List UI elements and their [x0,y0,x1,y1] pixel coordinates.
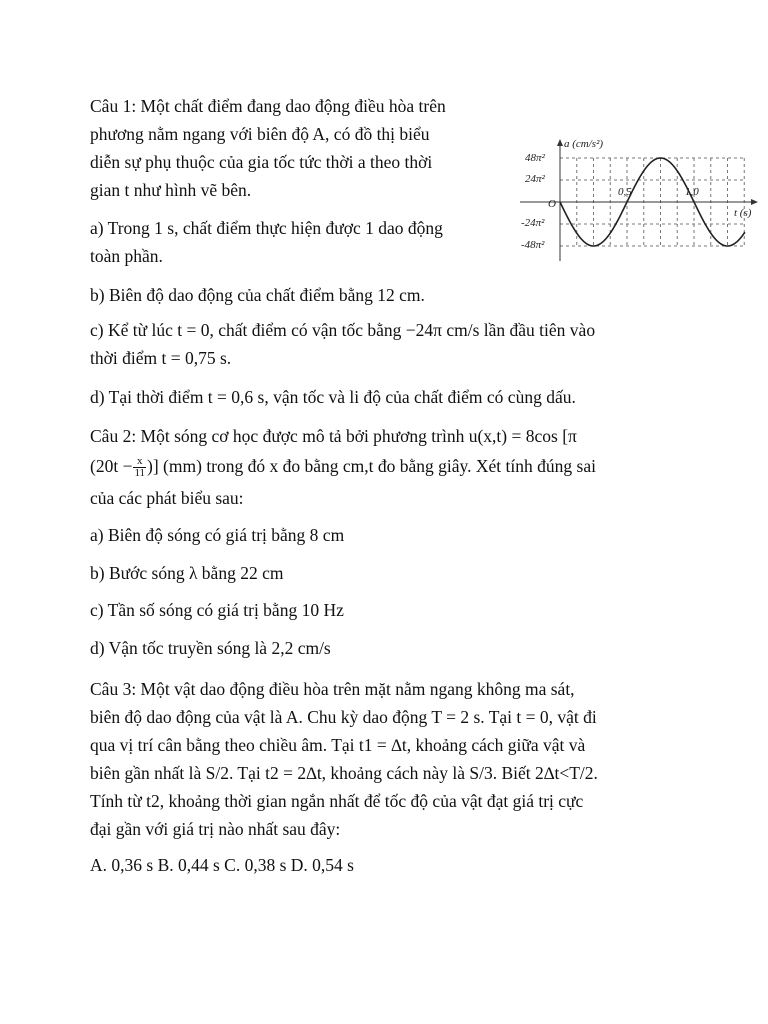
q3-line-4: biên gần nhất là S/2. Tại t2 = 2∆t, khoảng cách này là S/3. Biết 2∆t<T/2. [90,763,598,783]
acceleration-time-graph [514,135,764,263]
fraction-x-over-11 [133,456,146,479]
y-tick-48: 48π² [525,152,545,164]
q1-intro-line-4: gian t như hình vẽ bên. [90,180,252,200]
q1-statement-d: d) Tại thời điểm t = 0,6 s, vận tốc và li độ của chất điểm có cùng dấu. [90,387,576,407]
q1-statement-c-line-1: c) Kể từ lúc t = 0, chất điểm có vận tốc bằng −24π cm/s lần đầu tiên vào [90,320,596,340]
y-tick-neg24: -24π² [521,217,545,229]
y-tick-24: 24π² [525,173,545,185]
x-tick-1-0: 1,0 [685,186,699,198]
q3-line-3: qua vị trí cân bằng theo chiều âm. Tại t1 = ∆t, khoảng cách giữa vật và [90,735,586,755]
q1-statement-a-line-2: toàn phần. [90,246,163,266]
q2-line-3: của các phát biểu sau: [90,488,244,508]
y-tick-neg48: -48π² [521,239,545,251]
q3-line-5: Tính từ t2, khoảng thời gian ngắn nhất để tốc độ của vật đạt giá trị cực [90,791,584,811]
q2-line-2 [90,452,596,480]
q3-answer-options: A. 0,36 s B. 0,44 s C. 0,38 s D. 0,54 s [90,855,354,875]
fraction-numerator: x [133,456,146,468]
q1-intro-line-1: Câu 1: Một chất điểm đang dao động điều hòa trên [90,96,446,116]
q1-intro-line-3: diễn sự phụ thuộc của gia tốc tức thời a theo thời [90,152,433,172]
x-tick-0-5: 0,5 [618,186,632,198]
q2-statement-a: a) Biên độ sóng có giá trị bằng 8 cm [90,525,345,545]
x-axis-label: t (s) [734,207,752,219]
q2-statement-d: d) Vận tốc truyền sóng là 2,2 cm/s [90,638,331,658]
q2-line-2-pre: (20t − [90,456,133,476]
x-axis-arrow [751,199,758,205]
q2-statement-b: b) Bước sóng λ bằng 22 cm [90,563,284,583]
q2-line-2-post: )] (mm) trong đó x đo bằng cm,t đo bằng giây. Xét tính đúng sai [147,456,596,476]
fraction-denominator: 11 [134,467,146,480]
y-axis-arrow [557,139,563,146]
q1-statement-c-line-2: thời điểm t = 0,75 s. [90,348,232,368]
q1-intro-line-2: phương nằm ngang với biên độ A, có đồ thị biểu [90,124,430,144]
q3-line-6: đại gần với giá trị nào nhất sau đây: [90,819,341,839]
y-axis-label: a (cm/s²) [564,138,604,150]
q3-line-1: Câu 3: Một vật dao động điều hòa trên mặt nằm ngang không ma sát, [90,679,575,699]
q1-statement-a-line-1: a) Trong 1 s, chất điểm thực hiện được 1 dao động [90,218,443,238]
q1-statement-b: b) Biên độ dao động của chất điểm bằng 12 cm. [90,285,425,305]
q2-statement-c: c) Tần số sóng có giá trị bằng 10 Hz [90,600,344,620]
origin-label: O [548,198,556,210]
q3-line-2: biên độ dao động của vật là A. Chu kỳ dao động T = 2 s. Tại t = 0, vật đi [90,707,597,727]
q2-line-1: Câu 2: Một sóng cơ học được mô tả bởi phương trình u(x,t) = 8cos [π [90,426,577,446]
